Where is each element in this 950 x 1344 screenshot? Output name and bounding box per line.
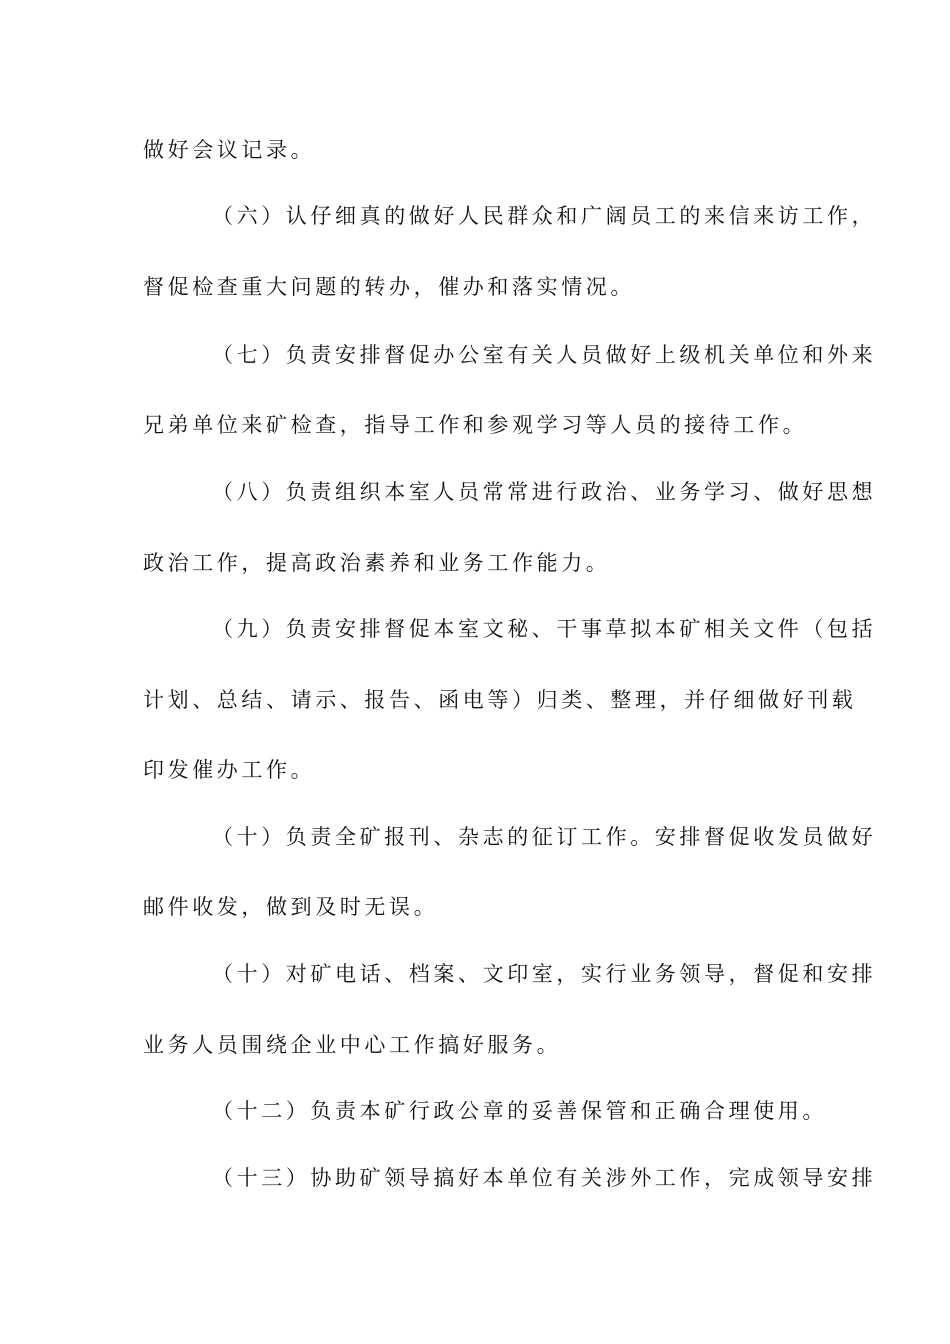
item-6-line-1: （六）认仔细真的做好人民群众和广阔员工的来信来访工作， <box>212 204 877 228</box>
item-9-line-2: 计划、总结、请示、报告、函电等）归类、整理，并仔细做好刊载 <box>143 688 857 712</box>
item-7-line-2: 兄弟单位来矿检查，指导工作和参观学习等人员的接待工作。 <box>143 413 808 437</box>
item-8-line-1: （八）负责组织本室人员常常进行政治、业务学习、做好思想 <box>212 480 877 504</box>
item-6-line-2: 督促检查重大问题的转办，催办和落实情况。 <box>143 275 635 299</box>
item-11-line-2: 业务人员围绕企业中心工作搞好服务。 <box>143 1033 562 1057</box>
text-line-1: 做好会议记录。 <box>143 138 316 162</box>
item-13-line-1: （十三）协助矿领导搞好本单位有关涉外工作，完成领导安排 <box>212 1166 877 1190</box>
item-11-line-1: （十）对矿电话、档案、文印室，实行业务领导，督促和安排 <box>212 962 877 986</box>
item-8-line-2: 政治工作，提高政治素养和业务工作能力。 <box>143 551 611 575</box>
item-12-line-1: （十二）负责本矿行政公章的妥善保管和正确合理使用。 <box>212 1099 827 1123</box>
item-7-line-1: （七）负责安排督促办公室有关人员做好上级机关单位和外来 <box>212 343 877 367</box>
item-9-line-1: （九）负责安排督促本室文秘、干事草拟本矿相关文件（包括 <box>212 617 877 641</box>
item-10-line-1: （十）负责全矿报刊、杂志的征订工作。安排督促收发员做好 <box>212 825 877 849</box>
item-10-line-2: 邮件收发，做到及时无误。 <box>143 895 439 919</box>
item-9-line-3: 印发催办工作。 <box>143 758 316 782</box>
